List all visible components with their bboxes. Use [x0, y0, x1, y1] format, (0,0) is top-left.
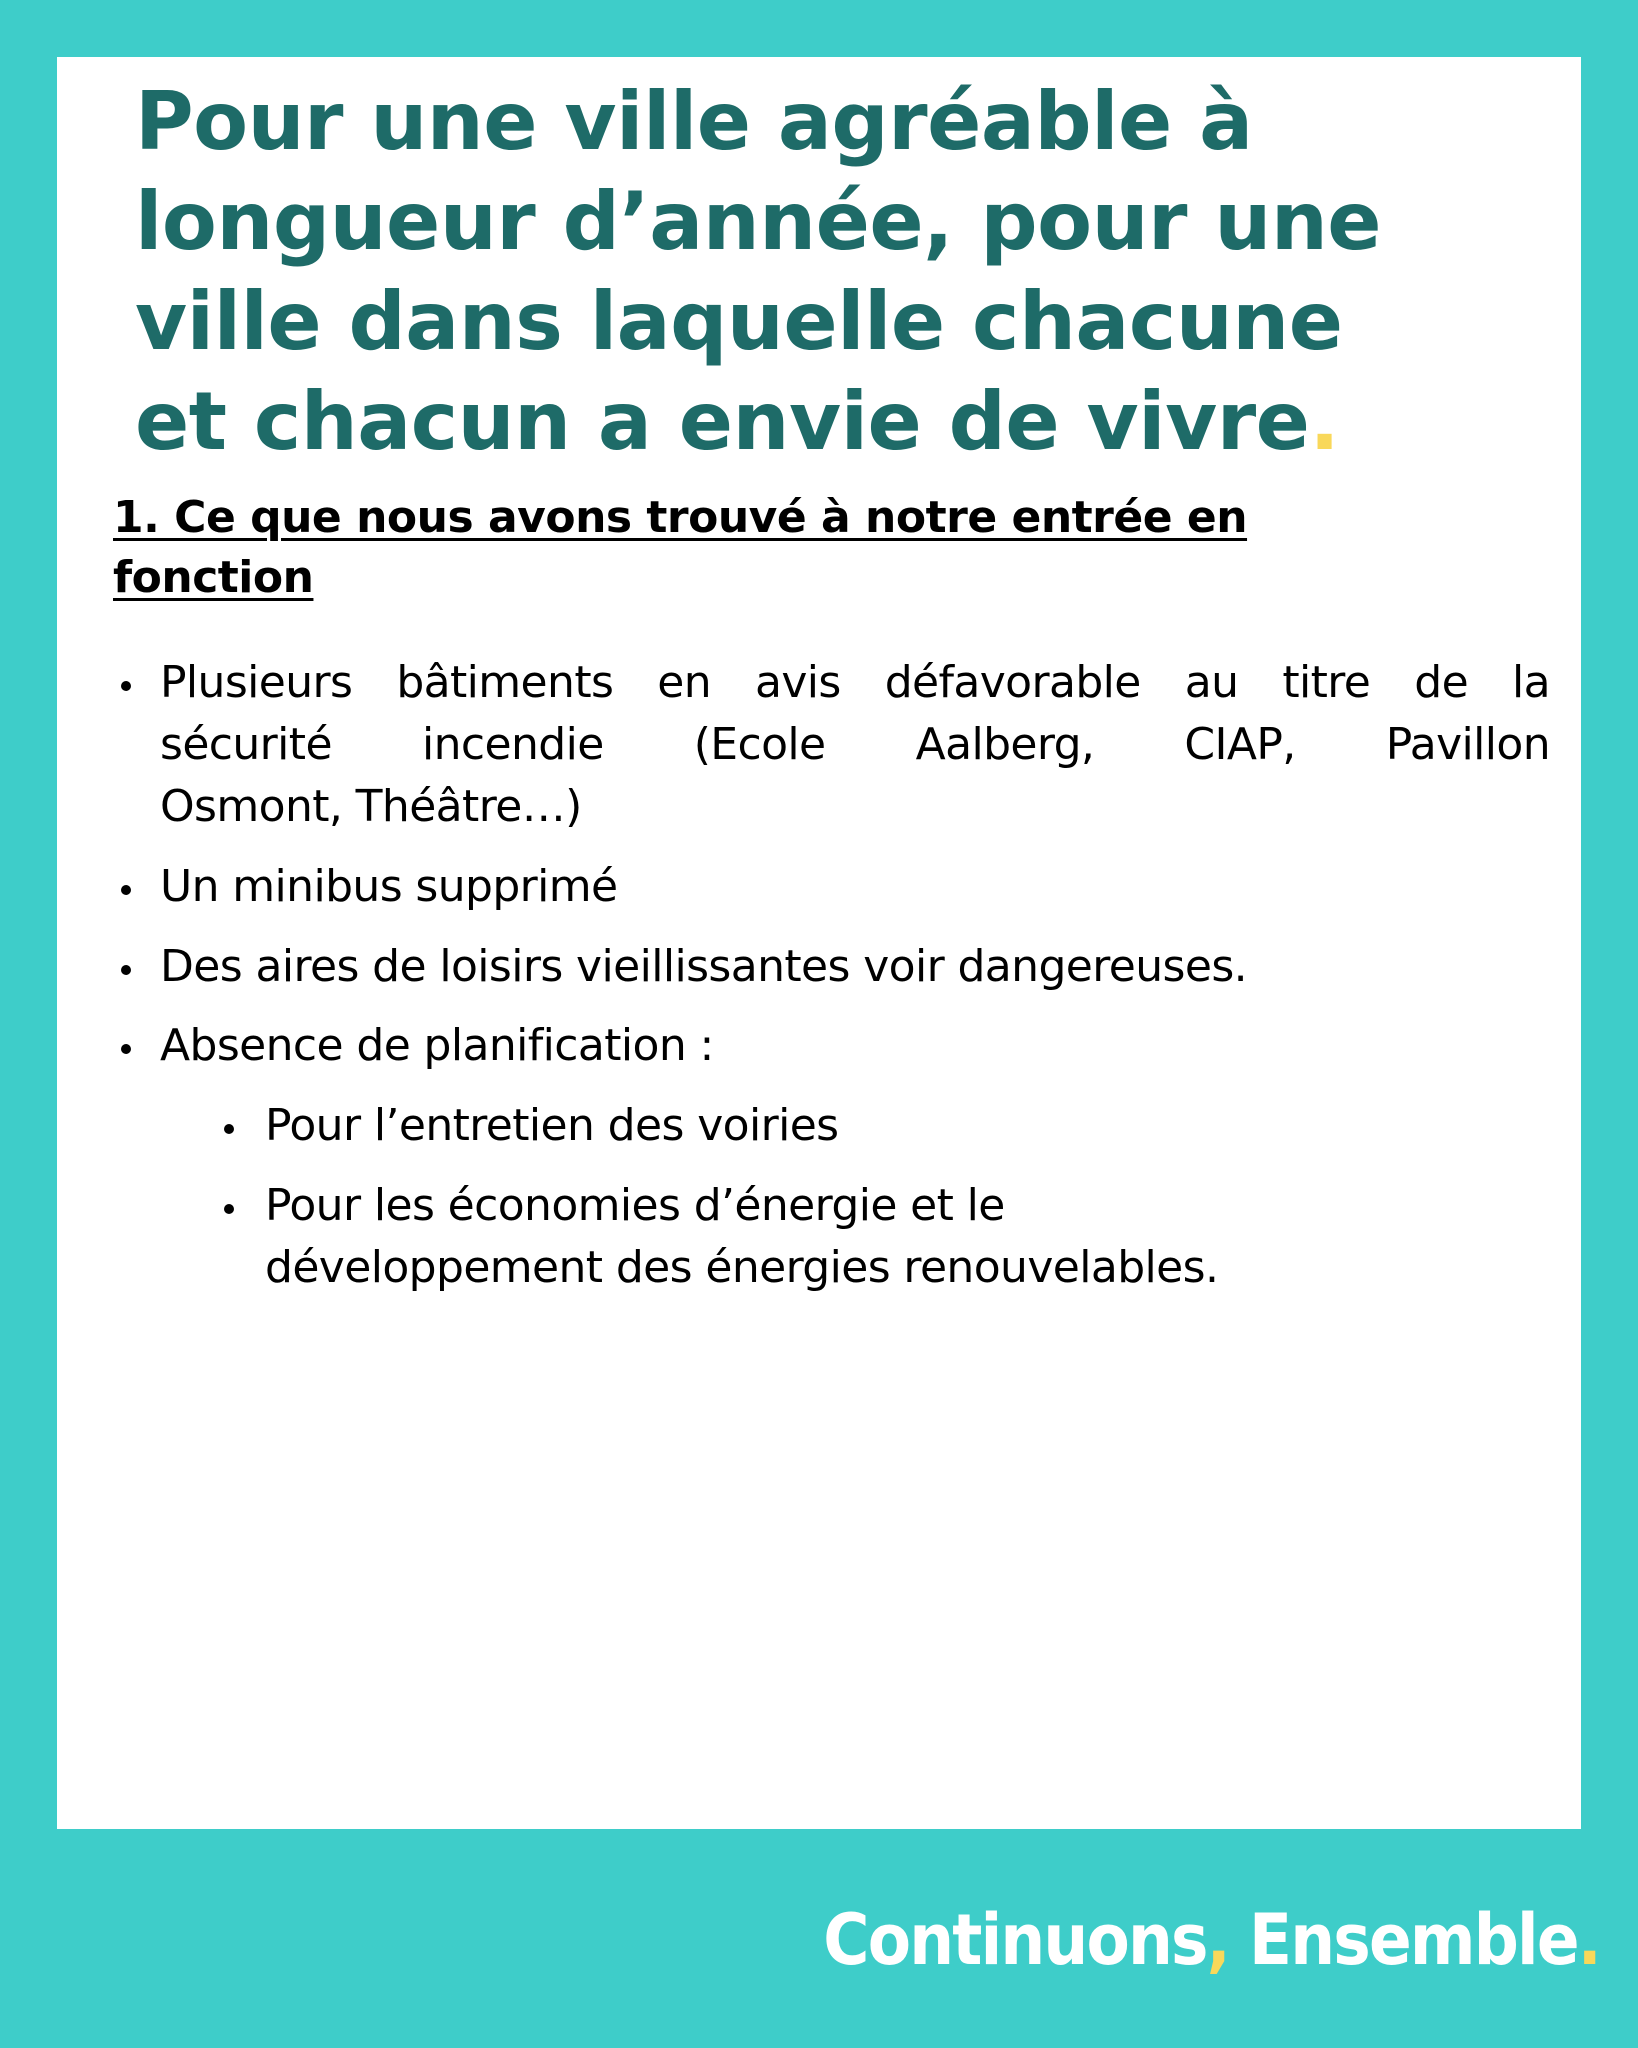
bullet-icon: [121, 1044, 131, 1054]
bullet-icon: [121, 965, 131, 975]
list-item-line: Pour les économies d’énergie et le: [265, 1180, 1005, 1231]
section-heading-line: fonction: [113, 552, 314, 603]
title-line-text: et chacun a envie de vivre: [135, 375, 1310, 468]
list-item-line: Des aires de loisirs vieillissantes voir dangereuses.: [160, 941, 1248, 992]
bullet-icon: [121, 681, 131, 691]
brand-logo: [823, 1898, 1600, 1982]
list-item-line: Pour l’entretien des voiries: [265, 1100, 839, 1151]
title-accent-dot: .: [1309, 375, 1340, 468]
list-item-line: Absence de planification :: [160, 1020, 714, 1071]
page-title: [135, 72, 1555, 472]
title-line: ville dans laquelle chacune: [135, 275, 1343, 368]
bullet-icon: [121, 885, 131, 895]
list-item-text: [160, 652, 1550, 838]
list-item-line: Plusieurs bâtiments en avis défavorable au titre de la: [160, 657, 1550, 708]
bullet-icon: [224, 1204, 234, 1214]
logo-text-part2: Ensemble: [1228, 1899, 1578, 1981]
list-item-line: Un minibus supprimé: [160, 861, 618, 912]
section-heading: [113, 488, 1413, 608]
sub-list-item-text: [265, 1175, 1515, 1299]
list-item-text: [160, 1015, 1550, 1077]
logo-accent-dot: .: [1577, 1899, 1600, 1981]
list-item-text: [160, 856, 1550, 918]
bullet-icon: [224, 1124, 234, 1134]
list-item-line: Osmont, Théâtre…): [160, 781, 582, 832]
logo-text-part1: Continuons: [823, 1899, 1207, 1981]
list-item-text: [160, 936, 1550, 998]
list-item-line: sécurité incendie (Ecole Aalberg, CIAP, Pavillon: [160, 719, 1550, 770]
logo-accent-comma: ,: [1206, 1899, 1229, 1981]
list-item-line: développement des énergies renouvelables.: [265, 1242, 1219, 1293]
sub-list-item-text: [265, 1095, 1515, 1157]
title-line: Pour une ville agréable à: [135, 75, 1253, 168]
title-line: longueur d’année, pour une: [135, 175, 1382, 268]
title-line: [135, 372, 1555, 472]
section-heading-line: 1. Ce que nous avons trouvé à notre entrée en: [113, 492, 1248, 543]
